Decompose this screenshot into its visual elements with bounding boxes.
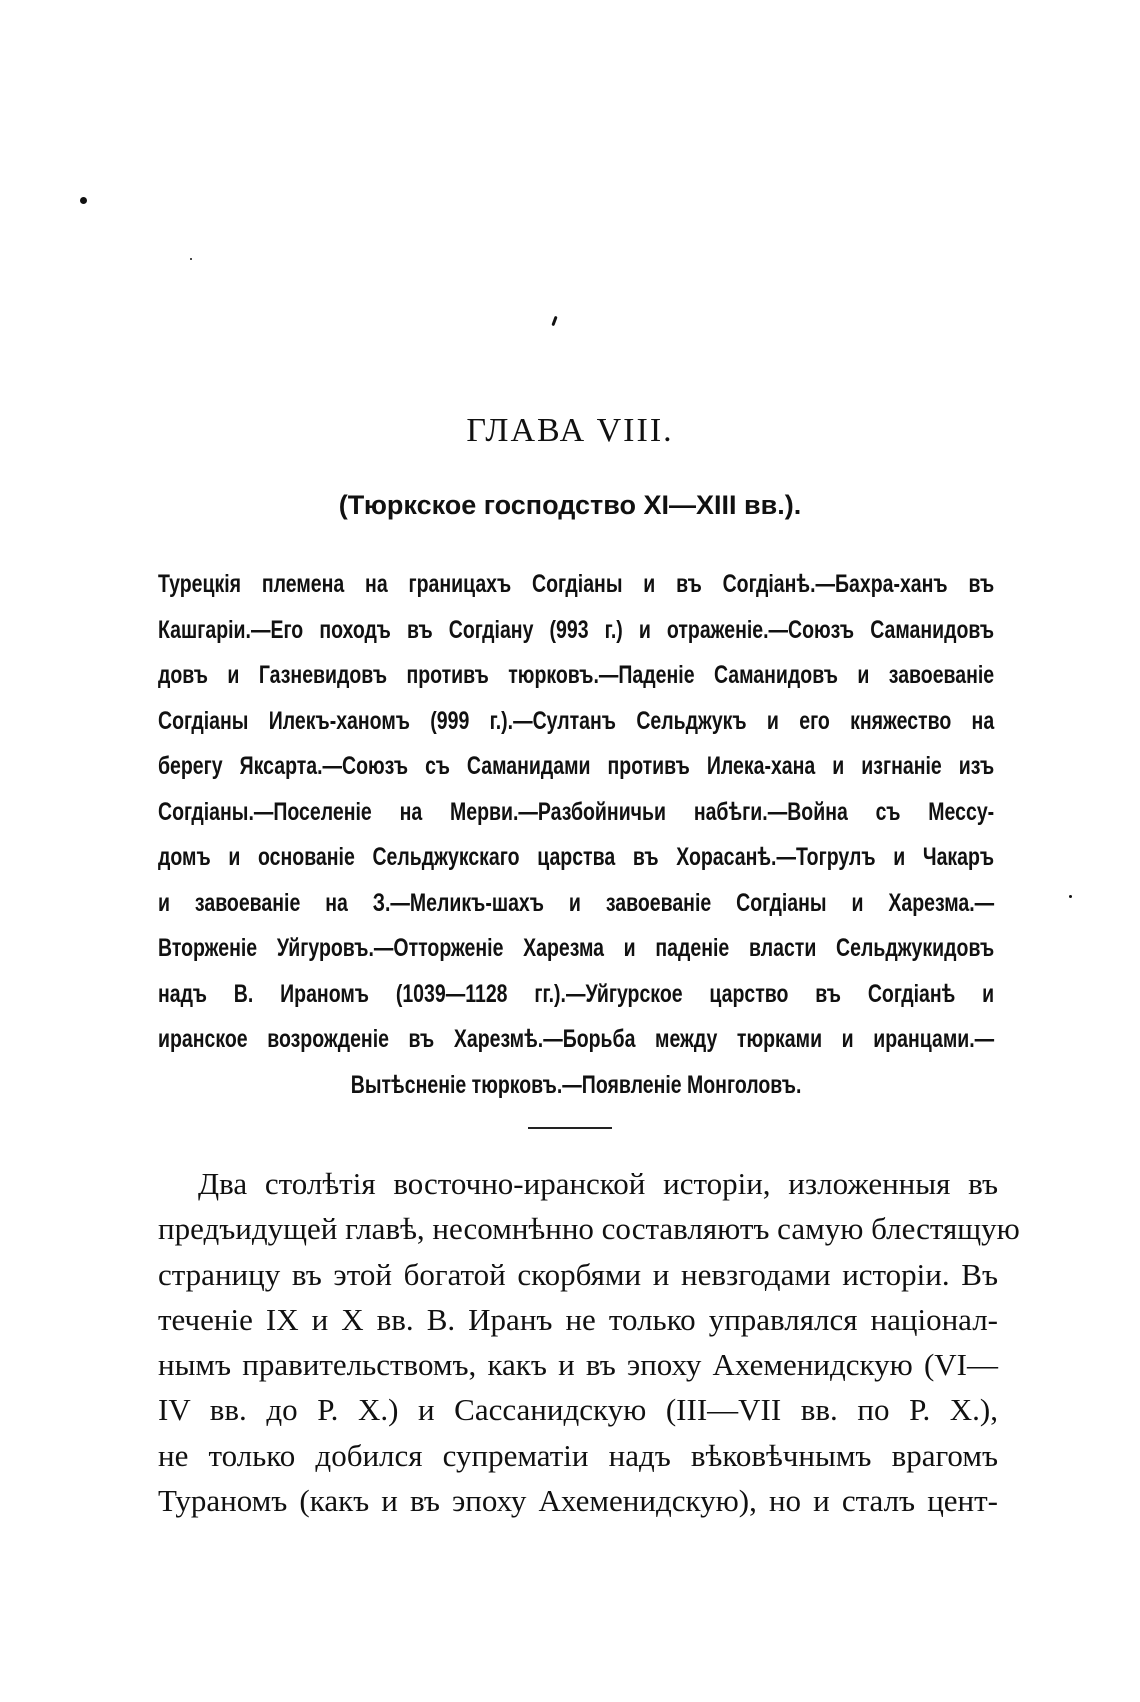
body-paragraph [158, 1161, 1020, 1523]
summary-line: надъ В. Ираномъ (1039—1128 гг.).—Уйгурское царство въ Согдіанѣ и [158, 979, 995, 1008]
summary-line: берегу Яксарта.—Союзъ съ Саманидами противъ Илека-хана и изгнаніе изъ [158, 752, 995, 780]
body-line: теченіе IX и X вв. В. Иранъ не только управлялся націонал- [158, 1301, 998, 1337]
chapter-title: ГЛАВА VIII. [466, 412, 674, 449]
summary-line: Согдіаны Илекъ-ханомъ (999 г.).—Султанъ Сельджукъ и его княжество на [158, 706, 995, 735]
summary-line: Вытѣсненіе тюрковъ.—Появленіе Монголовъ. [350, 1070, 802, 1099]
ink-speck [190, 258, 192, 260]
summary-line: и завоеваніе на З.—Меликъ-шахъ и завоеваніе Согдіаны и Харезма.— [158, 888, 995, 917]
chapter-subtitle: (Тюркское господство XI—XIII вв.). [338, 490, 802, 520]
summary-line: Согдіаны.—Поселеніе на Мерви.—Разбойничьи набѣги.—Война съ Мессу- [158, 797, 995, 826]
body-line: нымъ правительствомъ, какъ и въ эпоху Ахеменидскую (VI— [158, 1347, 998, 1383]
ink-speck [551, 316, 557, 326]
body-line: страницу въ этой богатой скорбями и невзгодами исторіи. Въ [158, 1256, 998, 1292]
summary-line: Вторженіе Уйгуровъ.—Отторженіе Харезма и паденіе власти Сельджукидовъ [158, 934, 995, 962]
body-line: предъидущей главѣ, несомнѣнно составляютъ самую блестящую [158, 1211, 1020, 1247]
summary-line: домъ и основаніе Сельджукскаго царства въ Хорасанѣ.—Тогрулъ и Чакаръ [158, 843, 995, 871]
body-line: IV вв. до Р. Х.) и Сассанидскую (III—VII вв. по Р. Х.), [158, 1392, 998, 1428]
summary-line: Турецкія племена на границахъ Согдіаны и въ Согдіанѣ.—Бахра-ханъ въ [158, 570, 995, 598]
section-divider [528, 1127, 612, 1129]
summary-line: иранское возрожденіе въ Харезмѣ.—Борьба между тюрками и иранцами.— [158, 1025, 995, 1053]
summary-line: Кашгаріи.—Его походъ въ Согдіану (993 г.) и отраженіе.—Союзъ Саманидовъ [158, 615, 995, 644]
chapter-summary [158, 562, 994, 1108]
body-line: Тураномъ (какъ и въ эпоху Ахеменидскую), но и сталъ цент- [158, 1483, 998, 1519]
body-line: Два столѣтія восточно-иранской исторіи, изложенныя въ [198, 1166, 998, 1201]
summary-line: довъ и Газневидовъ противъ тюрковъ.—Паденіе Саманидовъ и завоеваніе [158, 661, 995, 689]
ink-speck [1069, 895, 1072, 898]
body-line: не только добился супрематіи надъ вѣковѣчнымъ врагомъ [158, 1437, 998, 1473]
ink-speck [80, 197, 87, 204]
